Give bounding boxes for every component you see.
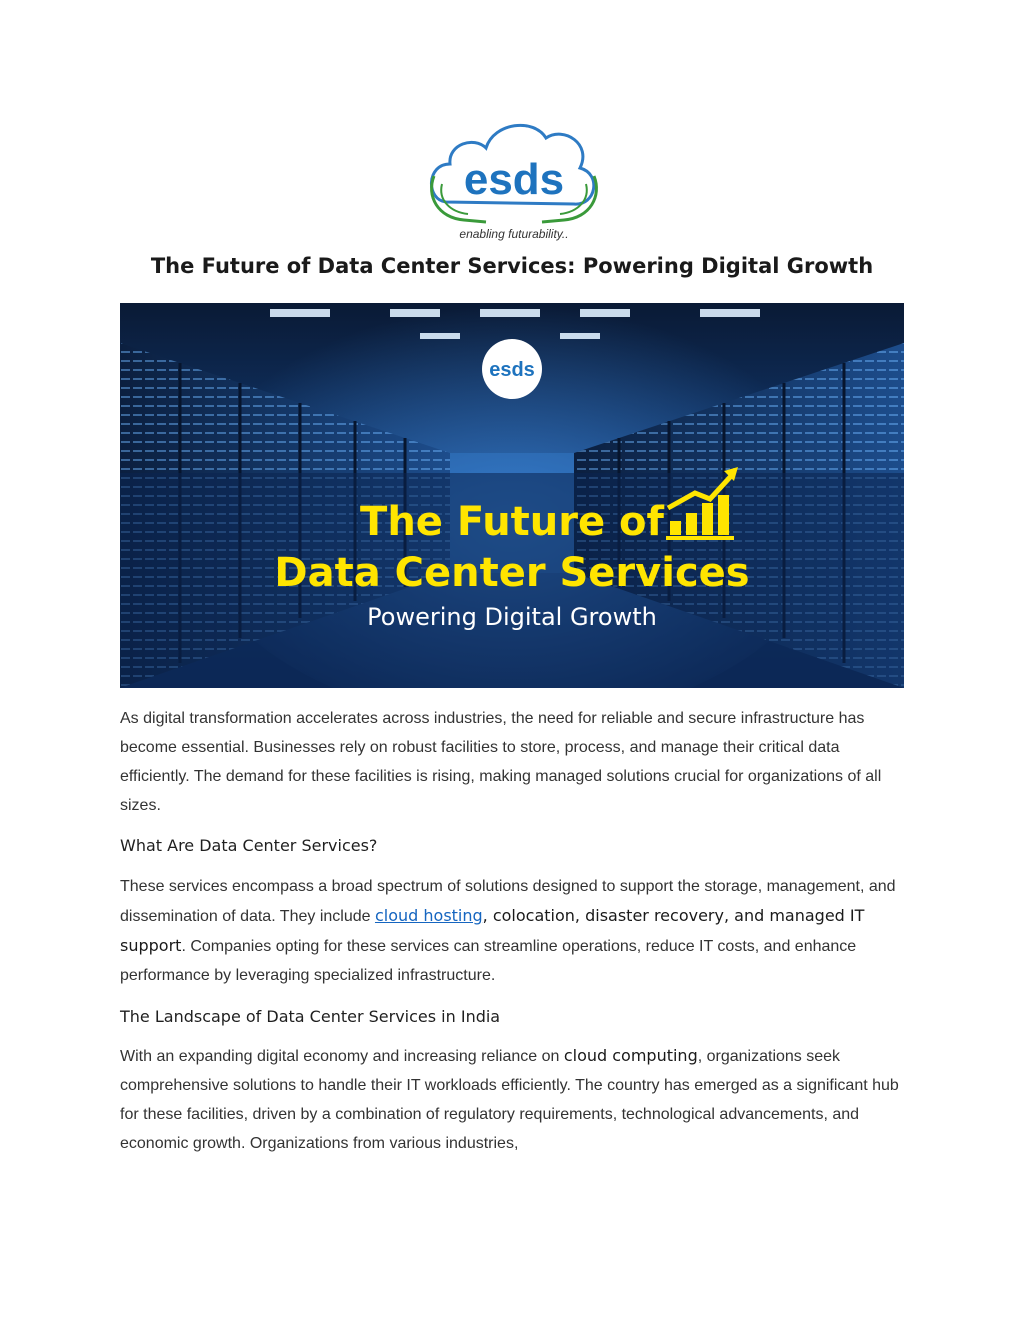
section-paragraph-landscape	[120, 1041, 910, 1158]
hero-line-3: Powering Digital Growth	[367, 603, 657, 631]
hero-logo-text: esds	[489, 359, 535, 381]
section-heading-landscape: The Landscape of Data Center Services in India	[120, 1007, 501, 1026]
hero-line-1: The Future of	[360, 499, 664, 545]
services-highlight: , colocation, disaster recovery, and managed IT support	[120, 906, 865, 955]
cloud-computing-highlight: cloud computing	[563, 1046, 698, 1065]
paragraph-text: . Companies opting for these services can streamline operations, reduce IT costs, and enhance performance by leveraging specialized infrastructure.	[120, 938, 857, 984]
hero-banner	[120, 303, 904, 688]
document-title: The Future of Data Center Services: Powering Digital Growth	[150, 254, 874, 278]
hero-line-2: Data Center Services	[274, 550, 750, 596]
paragraph-text: , organizations seek comprehensive solutions to handle their IT workloads efficiently. The country has emerged as a significant hub for these facilities, driven by a combination of regulatory requirements, technological advancements, and economic growth. Organizations from various industries,	[120, 1048, 899, 1152]
cloud-hosting-link[interactable]: cloud hosting	[374, 906, 483, 925]
logo-tagline: enabling futurability..	[459, 227, 569, 241]
paragraph-text: These services encompass a broad spectrum of solutions designed to support the storage, management, and dissemination of data. They include	[120, 878, 896, 925]
section-heading-what: What Are Data Center Services?	[120, 836, 378, 855]
logo-brand: esds	[463, 155, 565, 204]
intro-paragraph: As digital transformation accelerates across industries, the need for reliable and secure infrastructure has become essential. Businesses rely on robust facilities to store, process, and manage their critical data efficiently. The demand for these facilities is rising, making managed solutions crucial for organizations of all sizes.	[120, 710, 882, 814]
section-paragraph-what	[120, 872, 910, 990]
paragraph-text: With an expanding digital economy and increasing reliance on	[120, 1048, 564, 1065]
esds-logo	[424, 114, 604, 246]
